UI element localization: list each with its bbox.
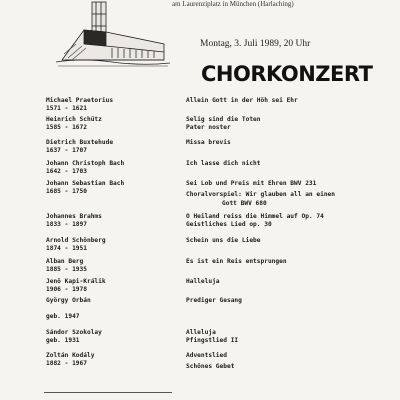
composer-years: 1571 - 1621: [46, 105, 87, 113]
footer-rule: [44, 392, 172, 393]
work-list: [186, 237, 261, 245]
work-title: Pater noster: [186, 124, 231, 132]
composer-entry: [46, 116, 102, 133]
composer-entry: [46, 258, 87, 275]
work-title: Adventslied: [186, 352, 227, 359]
work-title: Gott BWV 680: [222, 199, 267, 207]
composer-name: Michael Praetorius: [46, 97, 114, 104]
composer-entry: [46, 160, 124, 177]
composer-name: Dietrich Buxtehude: [46, 139, 114, 146]
composer-entry: [46, 278, 106, 295]
composer-years: 1642 - 1703: [46, 168, 87, 176]
composer-years: 1637 - 1707: [46, 147, 87, 155]
work-title: Missa brevis: [186, 139, 231, 146]
concert-title: CHORKONZERT: [201, 62, 373, 86]
composer-entry: [46, 329, 102, 346]
work-list: [186, 329, 238, 346]
composer-name: Heinrich Schütz: [46, 116, 102, 123]
work-title: Schein uns die Liebe: [186, 237, 261, 244]
church-drawing: [52, 0, 174, 72]
work-list: [186, 297, 242, 305]
composer-years: geb. 1931: [46, 337, 80, 345]
composer-name: Alban Berg: [46, 258, 84, 265]
composer-name: Johannes Brahms: [46, 213, 102, 220]
composer-years: 1882 - 1967: [46, 360, 87, 368]
work-title: O Heiland reiss die Himmel auf Op. 74: [186, 213, 324, 220]
work-title: Ich lasse dich nicht: [186, 160, 261, 167]
work-title: Allein Gott in der Höh sei Ehr: [186, 97, 298, 104]
composer-entry: [46, 237, 106, 254]
work-title: Prediger Gesang: [186, 297, 242, 304]
composer-name: Johann Christoph Bach: [46, 160, 125, 167]
work-list: [186, 352, 234, 372]
work-list: [186, 160, 261, 168]
composer-name: Zoltán Kodály: [46, 352, 95, 359]
work-list: [186, 278, 220, 286]
composer-name: György Orbán: [46, 297, 91, 304]
composer-name: Johann Sebastian Bach: [46, 180, 125, 187]
composer-years: 1874 - 1951: [46, 245, 87, 253]
composer-name: Arnold Schönberg: [46, 237, 106, 244]
venue-address: am Laurenziplatz in München (Harlaching): [172, 0, 294, 8]
composer-entry: [46, 180, 124, 197]
work-title: Es ist ein Reis entsprungen: [186, 258, 287, 265]
concert-date-time: Montag, 3. Juli 1989, 20 Uhr: [200, 39, 311, 49]
composer-years: 1885 - 1935: [46, 266, 87, 274]
work-title: Selig sind die Toten: [186, 116, 261, 123]
composer-name: Sándor Szokolay: [46, 329, 102, 336]
composer-years: 1906 - 1978: [46, 286, 87, 294]
work-list: [186, 258, 287, 266]
work-title: Sei Lob und Preis mit Ehren BWV 231: [186, 180, 317, 187]
composer-years: 1833 - 1897: [46, 221, 87, 229]
work-list: [186, 213, 324, 230]
composer-name: Jenö Kapi-Králik: [46, 278, 106, 285]
work-title: Alleluja: [186, 329, 216, 336]
work-list: [186, 180, 335, 208]
composer-years: 1685 - 1750: [46, 188, 87, 196]
composer-entry: [46, 97, 113, 114]
work-list: [186, 139, 231, 147]
composer-entry: [46, 139, 113, 156]
work-list: [186, 116, 261, 133]
composer-entry: [46, 297, 91, 322]
work-title: Choralvorspiel: Wir glauben all an einen: [186, 191, 336, 199]
composer-years: geb. 1947: [46, 313, 80, 321]
work-title: Schönes Gebet: [186, 363, 235, 371]
composer-entry: [46, 352, 94, 369]
composer-years: 1585 - 1672: [46, 124, 87, 132]
work-title: Pfingstlied II: [186, 337, 239, 345]
composer-entry: [46, 213, 102, 230]
work-title: Halleluja: [186, 278, 220, 285]
work-title: Geistliches Lied op. 30: [186, 221, 272, 229]
work-list: [186, 97, 298, 105]
